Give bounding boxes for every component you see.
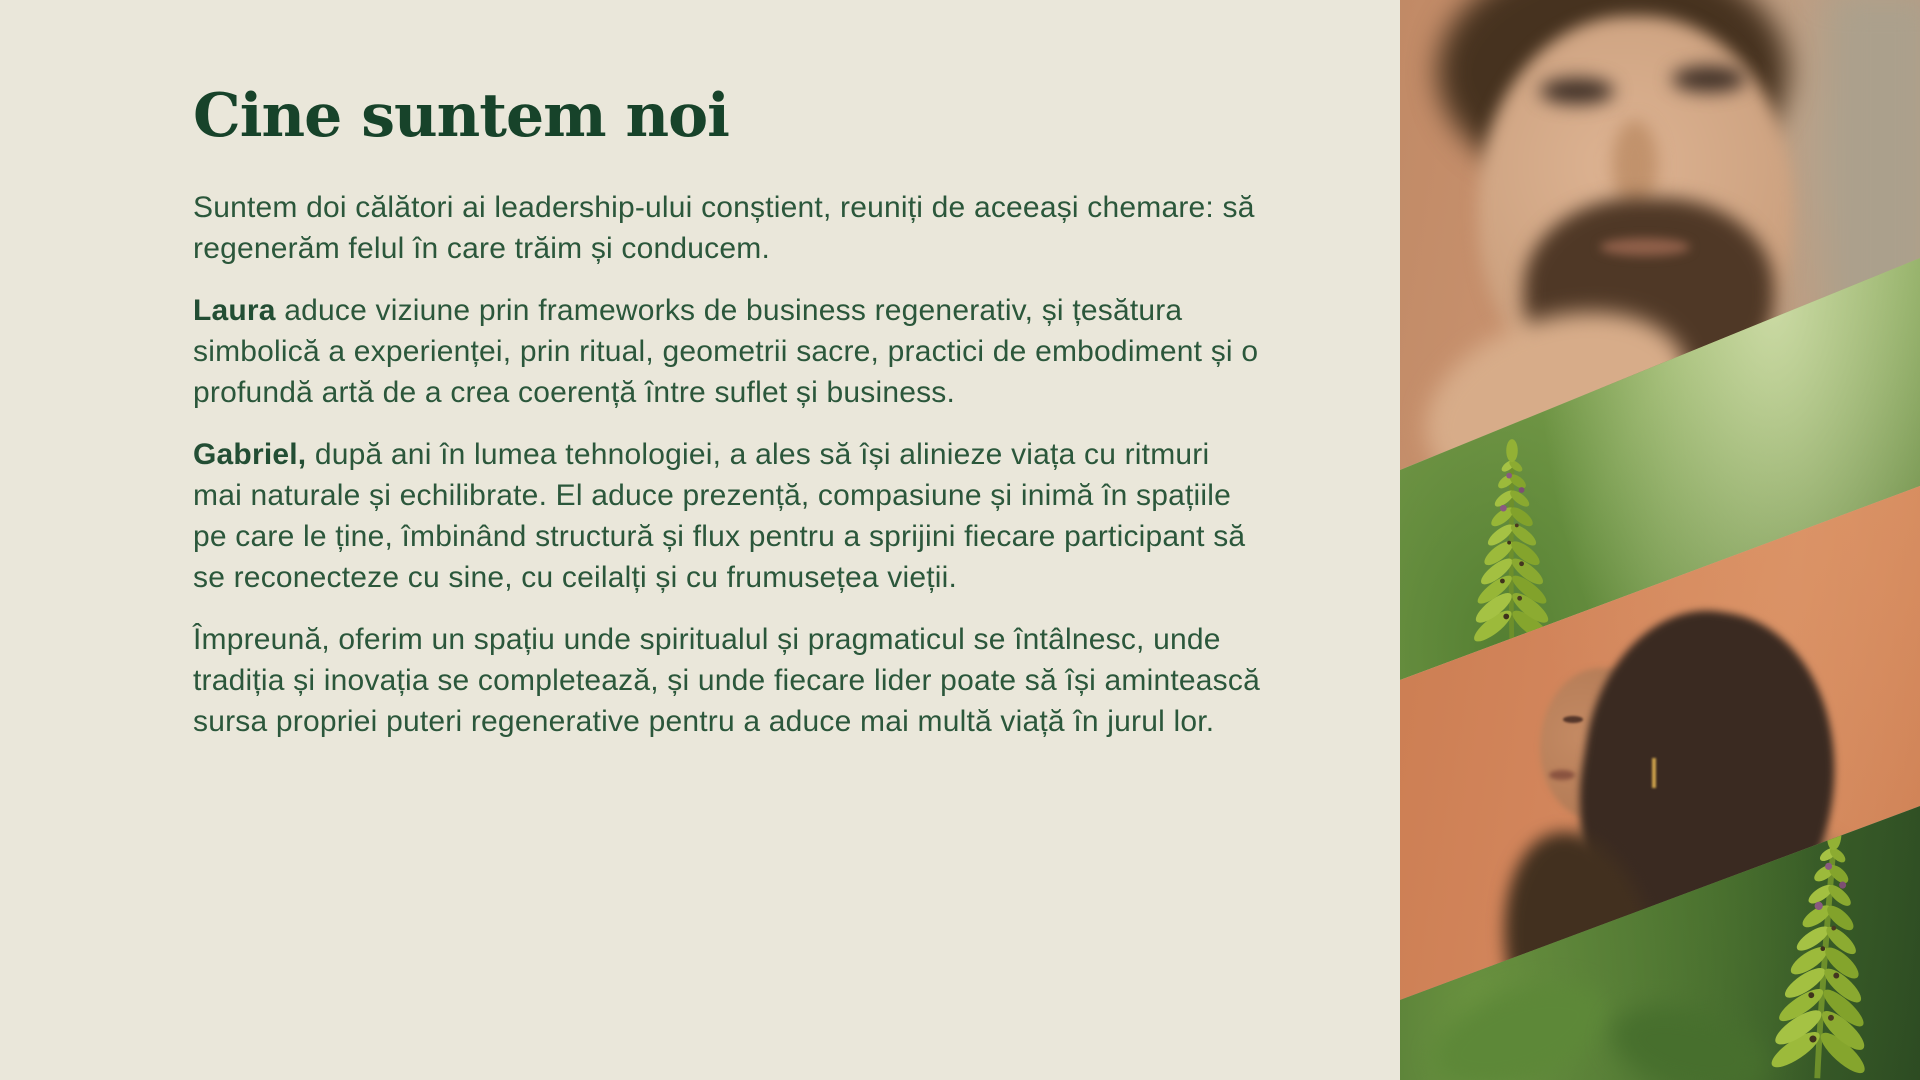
woman-mouth-shape (1549, 770, 1575, 780)
gabriel-paragraph-text: după ani în lumea tehnologiei, a ales să își alinieze viața cu ritmuri mai naturale și echilibrate. El aduce prezență, compasiune și inimă în spațiile pe care le ține, îmbinând structură și flux pentru a sprijini fiecare participant să se reconecteze cu sine, cu ceilalți și cu frumusețea vieții. (193, 438, 1246, 594)
intro-paragraph-text: Suntem doi călători ai leadership-ului conștient, reuniți de aceeași chemare: să regenerăm felul în care trăim și conducem. (193, 191, 1255, 265)
woman-earring-shape (1652, 758, 1656, 788)
man-eye-shape (1672, 66, 1746, 92)
woman-eye-shape (1563, 716, 1583, 723)
laura-paragraph-text: aduce viziune prin frameworks de business regenerativ, și țesătura simbolică a experienței, prin ritual, geometrii sacre, practici de embodiment și o profundă artă de a crea coerență între suflet și business. (193, 294, 1259, 409)
man-nose-shape (1612, 120, 1658, 210)
closing-paragraph (193, 619, 1263, 742)
closing-paragraph-text: Împreună, oferim un spațiu unde spiritualul și pragmaticul se întâlnesc, unde tradiția și inovația se completează, și unde fiecare lider poate să își amintească sursa propriei puteri regenerative pentru a aduce mai multă viață în jurul lor. (193, 623, 1260, 738)
person-name-laura: Laura (193, 294, 276, 327)
man-mouth-shape (1600, 238, 1690, 256)
photo-collage (1400, 0, 1920, 1080)
man-eye-shape (1540, 78, 1614, 104)
gabriel-paragraph (193, 434, 1263, 598)
page-title: Cine suntem noi (193, 81, 729, 151)
plant-spike-graphic (1464, 420, 1560, 650)
person-name-gabriel: Gabriel, (193, 438, 307, 471)
intro-paragraph (193, 187, 1263, 269)
laura-paragraph (193, 290, 1263, 413)
foliage-shape (1602, 991, 1777, 1080)
about-text-column (193, 82, 1263, 763)
